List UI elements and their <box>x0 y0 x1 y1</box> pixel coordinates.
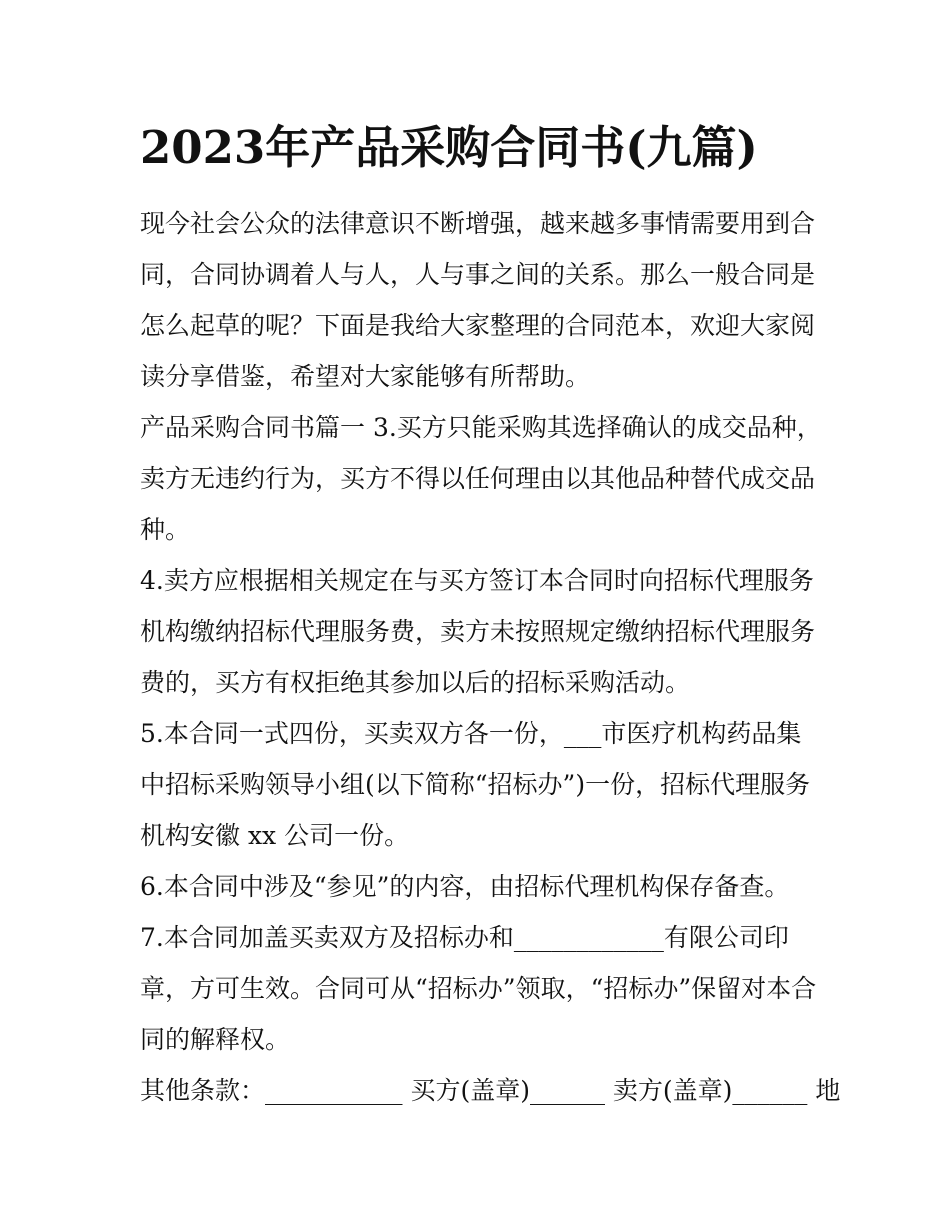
paragraph-line: 机构安徽 xx 公司一份。 <box>140 821 410 850</box>
paragraph-line: 同的解释权。 <box>140 1025 291 1054</box>
paragraph-line: 章，方可生效。合同可从“招标办”领取，“招标办”保留对本合 <box>140 974 817 1003</box>
paragraph-line: 7.本合同加盖买卖双方及招标办和____________有限公司印 <box>140 923 789 952</box>
paragraph-line: 同，合同协调着人与人，人与事之间的关系。那么一般合同是 <box>140 260 816 289</box>
paragraph-line: 种。 <box>140 515 191 544</box>
paragraph-line: 4.卖方应根据相关规定在与买方签订本合同时向招标代理服务 <box>140 566 814 595</box>
paragraph-line: 怎么起草的呢？下面是我给大家整理的合同范本，欢迎大家阅 <box>140 311 816 340</box>
paragraph-line: 其他条款：___________ 买方(盖章)______ 卖方(盖章)______ 地 <box>140 1076 841 1105</box>
paragraph-line: 6.本合同中涉及“参见”的内容，由招标代理机构保存备查。 <box>140 872 790 901</box>
document-title: 2023年产品采购合同书(九篇) <box>140 121 758 174</box>
paragraph-line: 产品采购合同书篇一 3.买方只能采购其选择确认的成交品种， <box>140 413 822 442</box>
document-body <box>140 198 841 1116</box>
paragraph-line: 费的，买方有权拒绝其参加以后的招标采购活动。 <box>140 668 691 697</box>
paragraph-line: 卖方无违约行为，买方不得以任何理由以其他品种替代成交品 <box>140 464 816 493</box>
paragraph-line: 现今社会公众的法律意识不断增强，越来越多事情需要用到合 <box>140 209 816 238</box>
paragraph-line: 5.本合同一式四份，买卖双方各一份，___市医疗机构药品集 <box>140 719 802 748</box>
paragraph-line: 机构缴纳招标代理服务费，卖方未按照规定缴纳招标代理服务 <box>140 617 816 646</box>
paragraph-line: 读分享借鉴，希望对大家能够有所帮助。 <box>140 362 591 391</box>
paragraph-line: 中招标采购领导小组(以下简称“招标办”)一份，招标代理服务 <box>140 770 811 799</box>
